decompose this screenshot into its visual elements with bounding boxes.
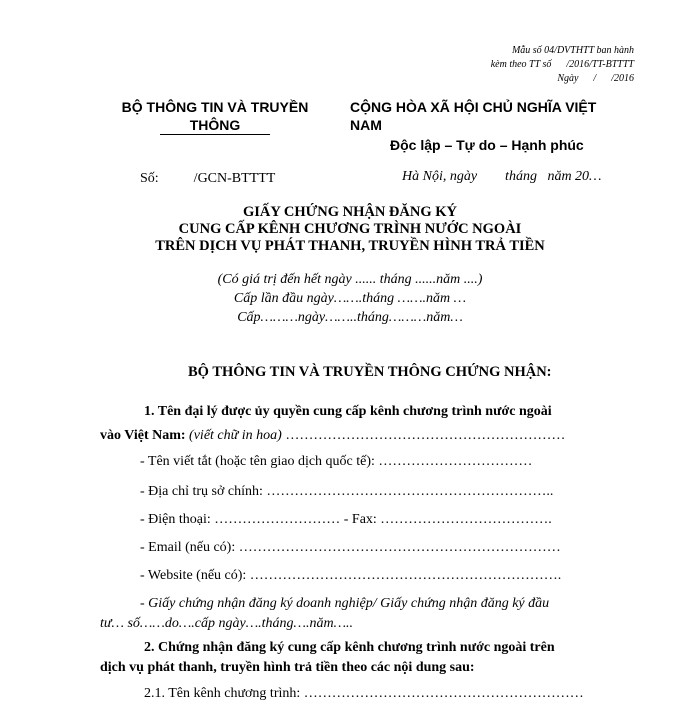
issuer-line2: THÔNG (160, 116, 271, 135)
validity-line1: (Có giá trị đến hết ngày ...... tháng ......năm ....) (217, 272, 483, 287)
title-line3: TRÊN DỊCH VỤ PHÁT THANH, TRUYỀN HÌNH TRẢ TIỀN (155, 238, 545, 254)
field-registration-line2: tư… số……do….cấp ngày….tháng….năm….. (100, 616, 354, 631)
section1-heading-dots: …………………………………………………… (281, 428, 566, 443)
section1-heading-italic: (viết chữ in hoa) (185, 428, 282, 443)
section1-heading-bold: vào Việt Nam: (100, 428, 186, 443)
issuer-line1: BỘ THÔNG TIN VÀ TRUYỀN (121, 99, 309, 115)
national-motto: Độc lập – Tự do – Hạnh phúc (390, 137, 584, 153)
section1-heading-line1: 1. Tên đại lý được ủy quyền cung cấp kênh chương trình nước ngoài (144, 404, 552, 419)
form-number-line1: Mẫu số 04/DVTHTT ban hành (511, 45, 634, 56)
section2-heading-line2: dịch vụ phát thanh, truyền hình trả tiền theo các nội dung sau: (100, 660, 475, 675)
field-short-name: - Tên viết tắt (hoặc tên giao dịch quốc tế): …………………………… (140, 454, 533, 469)
section2-heading-line1: 2. Chứng nhận đăng ký cung cấp kênh chương trình nước ngoài trên (144, 640, 555, 655)
form-number-line2: kèm theo TT số /2016/TT-BTTTT (490, 59, 634, 70)
document-title (0, 204, 700, 255)
field-phone-fax: - Điện thoại: ……………………… - Fax: ………………………………. (140, 512, 552, 527)
field-email: - Email (nếu có): …………………………………………………………… (140, 540, 561, 555)
national-header (350, 98, 640, 154)
national-header-line1: CỘNG HÒA XÃ HỘI CHỦ NGHĨA VIỆT (350, 99, 597, 115)
form-number-line3: Ngày / /2016 (557, 73, 634, 84)
place-date: Hà Nội, ngày tháng năm 20… (402, 169, 602, 184)
field-registration-line1: - Giấy chứng nhận đăng ký doanh nghiệp/ Giấy chứng nhận đăng ký đầu (140, 596, 550, 611)
validity-line3: Cấp………ngày……..tháng………năm… (237, 310, 463, 325)
field-channel-name: 2.1. Tên kênh chương trình: …………………………………………………… (144, 686, 584, 701)
field-address: - Địa chỉ trụ sở chính: …………………………………………………….. (140, 484, 554, 499)
validity-block (0, 270, 700, 327)
document-number: Số: /GCN-BTTTT (140, 171, 276, 186)
title-line2: CUNG CẤP KÊNH CHƯƠNG TRÌNH NƯỚC NGOÀI (178, 221, 522, 237)
certifies-heading: BỘ THÔNG TIN VÀ TRUYỀN THÔNG CHỨNG NHẬN: (188, 364, 552, 380)
issuer-header (110, 98, 320, 135)
section1-heading-line2 (100, 428, 565, 444)
validity-line2: Cấp lần đầu ngày…….tháng …….năm … (233, 291, 467, 306)
title-line1: GIẤY CHỨNG NHẬN ĐĂNG KÝ (242, 204, 457, 220)
form-number-note (491, 44, 634, 86)
national-header-line2: NAM (350, 117, 382, 133)
field-website: - Website (nếu có): …………………………………………………………. (140, 568, 562, 583)
